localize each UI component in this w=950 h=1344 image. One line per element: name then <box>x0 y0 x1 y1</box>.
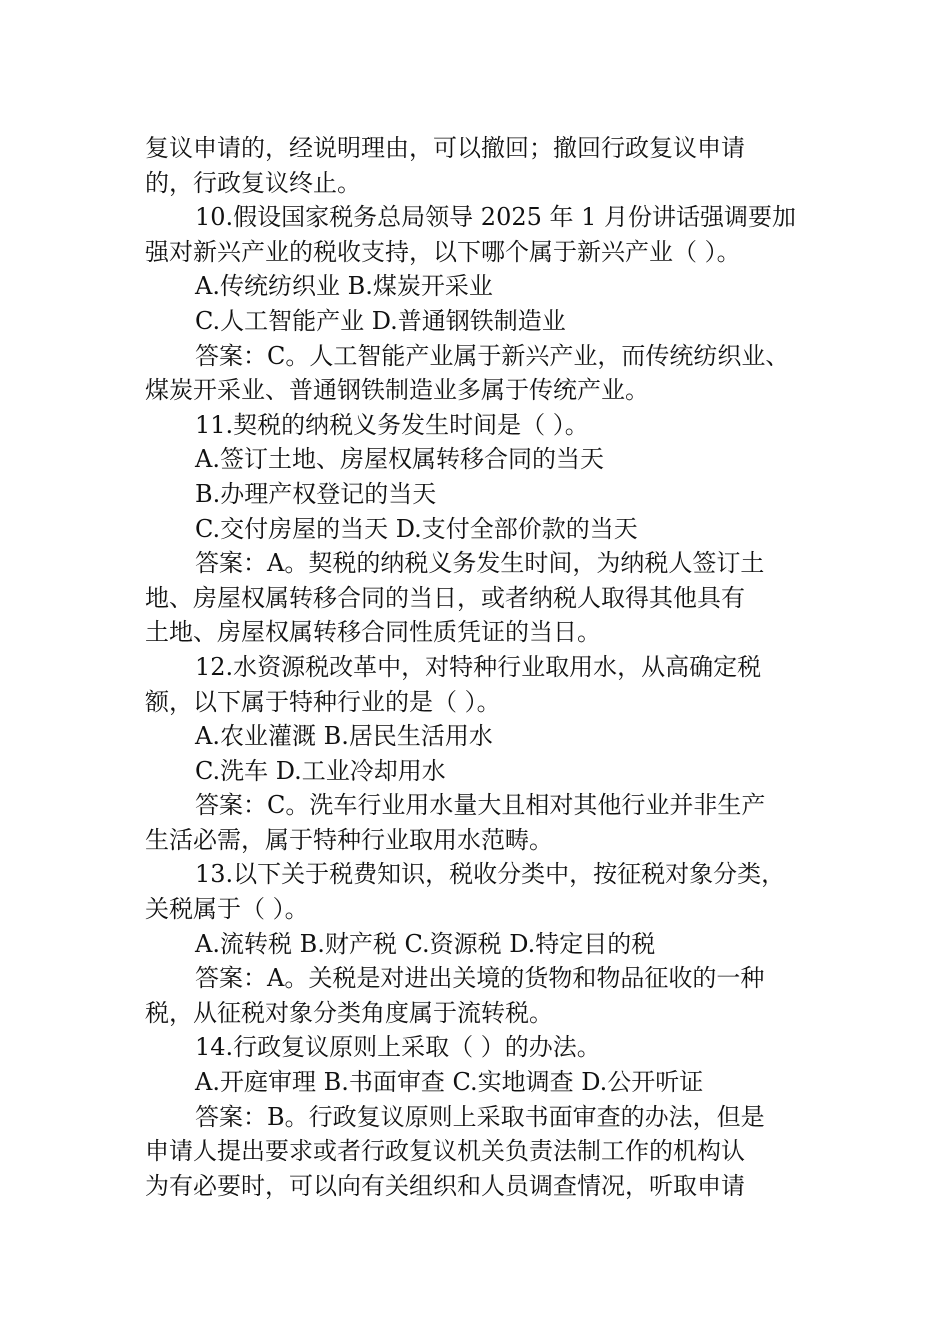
text-line: 强对新兴产业的税收支持，以下哪个属于新兴产业（ ）。 <box>145 237 741 266</box>
question-11: 11.契税的纳税义务发生时间是（ ）。 <box>195 410 589 439</box>
text-line: 煤炭开采业、普通钢铁制造业多属于传统产业。 <box>145 376 649 405</box>
answer-line: 答案：A。契税的纳税义务发生时间，为纳税人签订土 <box>195 549 765 578</box>
text-line: 的，行政复议终止。 <box>145 168 361 197</box>
question-14: 14.行政复议原则上采取（ ）的办法。 <box>195 1033 601 1062</box>
answer-line: 答案：C。洗车行业用水量大且相对其他行业并非生产 <box>195 791 766 820</box>
document-body <box>145 131 835 1203</box>
options-line: A.农业灌溉 B.居民生活用水 <box>195 722 493 751</box>
answer-line: 答案：A。关税是对进出关境的货物和物品征收的一种 <box>195 964 765 993</box>
options-line: B.办理产权登记的当天 <box>195 479 437 508</box>
text-line: 关税属于（ ）。 <box>145 895 309 924</box>
text-line: 复议申请的，经说明理由，可以撤回；撤回行政复议申请 <box>145 134 745 162</box>
options-line: C.人工智能产业 D.普通钢铁制造业 <box>195 306 566 335</box>
text-line: 生活必需，属于特种行业取用水范畴。 <box>145 825 553 854</box>
text-line: 税，从征税对象分类角度属于流转税。 <box>145 998 553 1027</box>
text-line: 为有必要时，可以向有关组织和人员调查情况，听取申请 <box>145 1171 745 1200</box>
text-line: 地、房屋权属转移合同的当日，或者纳税人取得其他具有 <box>145 583 745 612</box>
answer-line: 答案：C。人工智能产业属于新兴产业，而传统纺织业、 <box>195 341 790 370</box>
text-line: 土地、房屋权属转移合同性质凭证的当日。 <box>145 618 601 647</box>
options-line: C.洗车 D.工业冷却用水 <box>195 756 446 785</box>
question-12: 12.水资源税改革中，对特种行业取用水，从高确定税 <box>195 652 762 681</box>
text-line: 申请人提出要求或者行政复议机关负责法制工作的机构认 <box>145 1137 745 1166</box>
question-10: 10.假设国家税务总局领导 2025 年 1 月份讲话强调要加 <box>195 203 797 232</box>
options-line: A.开庭审理 B.书面审查 C.实地调查 D.公开听证 <box>195 1068 704 1097</box>
options-line: A.传统纺织业 B.煤炭开采业 <box>195 272 493 301</box>
question-13: 13.以下关于税费知识，税收分类中，按征税对象分类， <box>195 860 786 889</box>
options-line: A.签订土地、房屋权属转移合同的当天 <box>195 445 604 474</box>
options-line: A.流转税 B.财产税 C.资源税 D.特定目的税 <box>195 929 656 958</box>
options-line: C.交付房屋的当天 D.支付全部价款的当天 <box>195 514 638 543</box>
answer-line: 答案：B。行政复议原则上采取书面审查的办法，但是 <box>195 1102 765 1131</box>
text-line: 额，以下属于特种行业的是（ ）。 <box>145 687 501 716</box>
